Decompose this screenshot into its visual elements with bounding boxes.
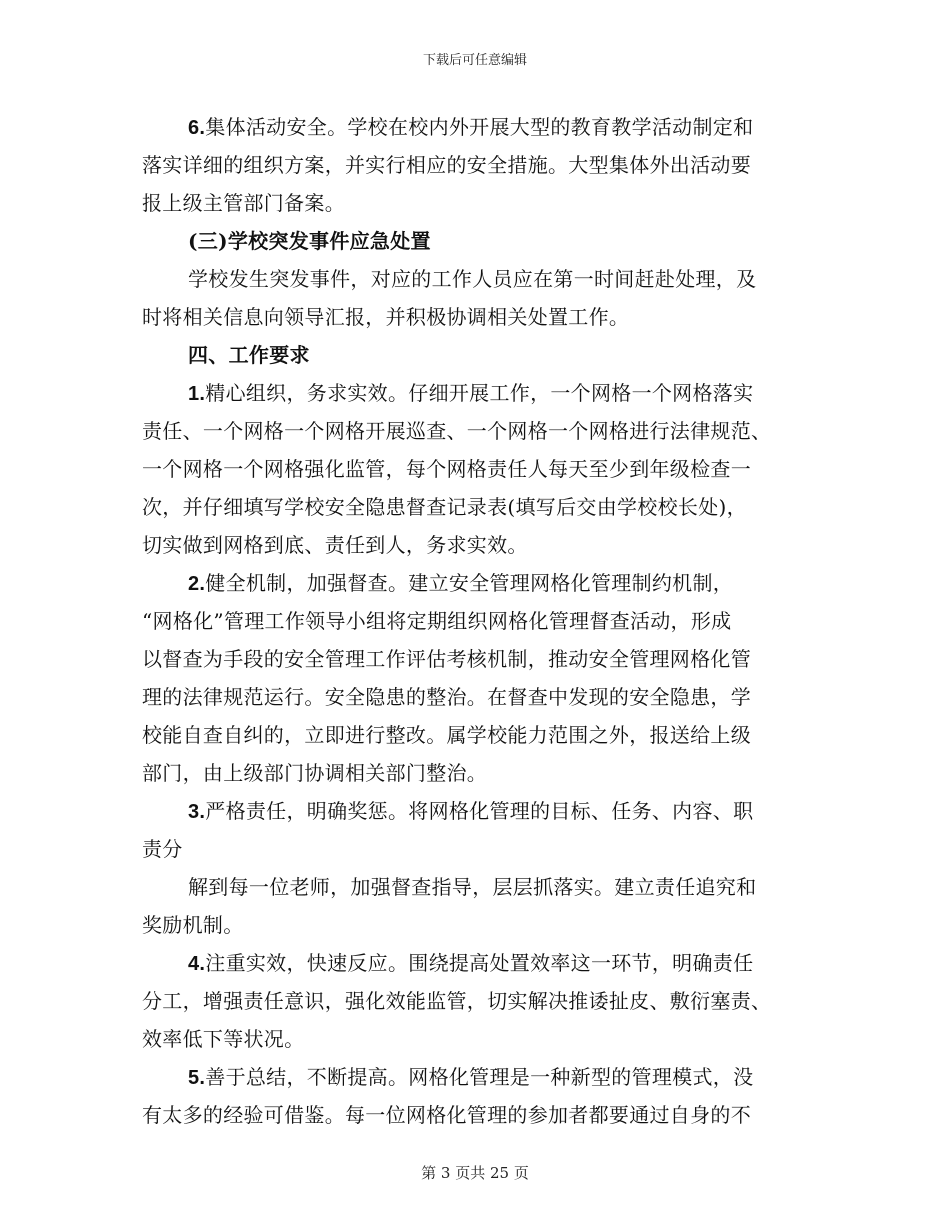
line-text: 善于总结，不断提高。网格化管理是一种新型的管理模式，没: [205, 1065, 754, 1089]
line-text: 理的法律规范运行。安全隐患的整治。在督查中发现的安全隐患，学: [142, 685, 751, 709]
line-text: 严格责任，明确奖惩。将网格化管理的目标、任务、内容、职: [205, 799, 754, 823]
paragraph-line: [142, 374, 802, 412]
heading-text: 四、工作要求: [188, 343, 310, 367]
paragraph-line: [142, 450, 802, 488]
line-text: 责分: [142, 837, 183, 861]
paragraph-line: [142, 260, 802, 298]
paragraph-line: [142, 1020, 802, 1058]
line-text: 部门，由上级部门协调相关部门整治。: [142, 761, 488, 785]
paragraph-line: [142, 678, 802, 716]
item-number: 1.: [188, 383, 206, 405]
paragraph-line: [142, 412, 802, 450]
line-text: 效率低下等状况。: [142, 1027, 305, 1051]
line-text: 报上级主管部门备案。: [142, 191, 345, 215]
line-text: 次，并仔细填写学校安全隐患督查记录表(填写后交由学校校长处)，: [142, 495, 747, 519]
item-number: 2.: [188, 573, 206, 595]
item-number: 4.: [188, 953, 206, 975]
page-header: 下载后可任意编辑: [422, 53, 527, 68]
line-text: 以督查为手段的安全管理工作评估考核机制，推动安全管理网格化管: [142, 647, 751, 671]
item-number: 3.: [188, 801, 206, 823]
paragraph-line: [142, 602, 802, 640]
item-number: 6.: [188, 117, 206, 139]
line-text: 健全机制，加强督查。建立安全管理网格化管理制约机制，: [205, 571, 734, 595]
section-heading: [142, 222, 802, 260]
paragraph-line: [142, 108, 802, 146]
paragraph-line: [142, 906, 802, 944]
line-text: 校能自查自纠的，立即进行整改。属学校能力范围之外，报送给上级: [142, 723, 751, 747]
section-heading: [142, 336, 802, 374]
document-body: [142, 108, 802, 1134]
item-number: 5.: [188, 1067, 206, 1089]
line-text: 时将相关信息向领导汇报，并积极协调相关处置工作。: [142, 305, 630, 329]
line-text: 注重实效，快速反应。围绕提高处置效率这一环节，明确责任: [205, 951, 754, 975]
line-text: 学校发生突发事件，对应的工作人员应在第一时间赶赴处理，及: [188, 267, 757, 291]
line-text: 切实做到网格到底、责任到人，务求实效。: [142, 533, 528, 557]
line-text: 奖励机制。: [142, 913, 244, 937]
paragraph-line: [142, 488, 802, 526]
line-text: 责任、一个网格一个网格开展巡查、一个网格一个网格进行法律规范、: [142, 419, 772, 443]
paragraph-line: [142, 640, 802, 678]
page-footer: 第 3 页共 25 页: [421, 1164, 529, 1182]
paragraph-line: [142, 526, 802, 564]
paragraph-line: [142, 792, 802, 830]
heading-text: (三)学校突发事件应急处置: [188, 229, 431, 253]
paragraph-line: [142, 868, 802, 906]
paragraph-line: [142, 146, 802, 184]
paragraph-line: [142, 944, 802, 982]
line-text: 分工，增强责任意识，强化效能监管，切实解决推诿扯皮、敷衍塞责、: [142, 989, 772, 1013]
paragraph-line: [142, 830, 802, 868]
line-text: 落实详细的组织方案，并实行相应的安全措施。大型集体外出活动要: [142, 153, 751, 177]
paragraph-line: [142, 298, 802, 336]
paragraph-line: [142, 564, 802, 602]
line-text: 有太多的经验可借鉴。每一位网格化管理的参加者都要通过自身的不: [142, 1103, 751, 1127]
paragraph-line: [142, 754, 802, 792]
paragraph-line: [142, 716, 802, 754]
line-text: 一个网格一个网格强化监管，每个网格责任人每天至少到年级检查一: [142, 457, 751, 481]
line-text: 集体活动安全。学校在校内外开展大型的教育教学活动制定和: [205, 115, 754, 139]
paragraph-line: [142, 982, 802, 1020]
line-text: 解到每一位老师，加强督查指导，层层抓落实。建立责任追究和: [188, 875, 757, 899]
line-text: 精心组织，务求实效。仔细开展工作，一个网格一个网格落实: [205, 381, 754, 405]
paragraph-line: [142, 1058, 802, 1096]
paragraph-line: [142, 1096, 802, 1134]
line-text: “网格化”管理工作领导小组将定期组织网格化管理督查活动，形成: [142, 609, 732, 633]
paragraph-line: [142, 184, 802, 222]
